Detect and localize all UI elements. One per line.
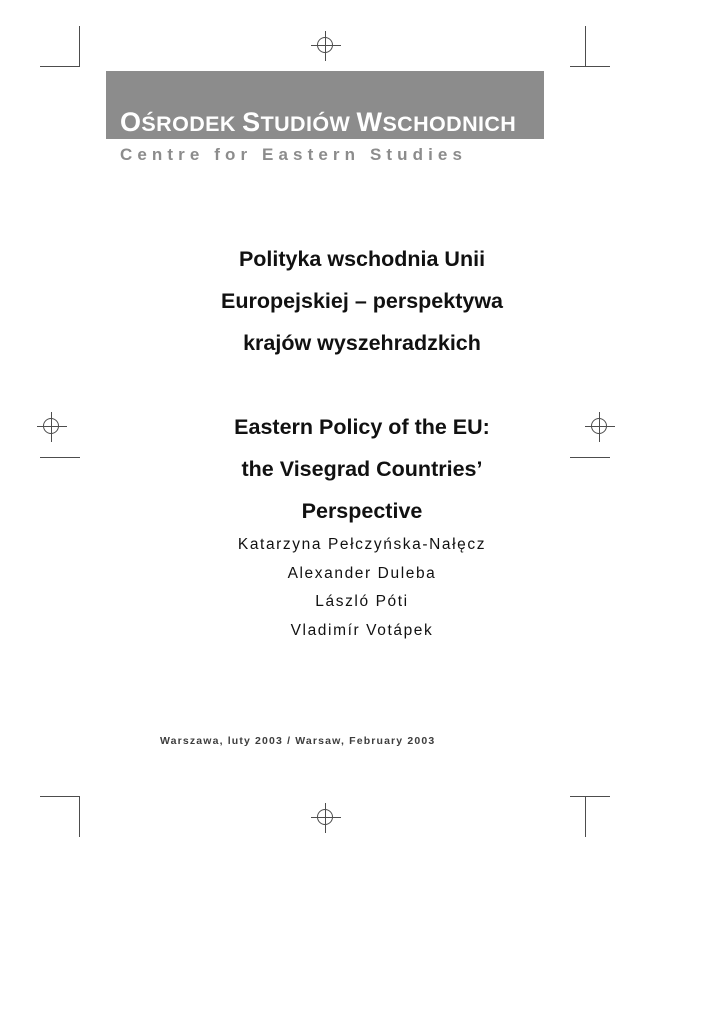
crop-mark-bottom-right-vertical — [585, 797, 586, 837]
publisher-logo-band — [106, 71, 544, 139]
title-polish-line-3: krajów wyszehradzkich — [243, 331, 481, 355]
title-block — [112, 238, 612, 532]
author-name: Vladimír Votápek — [290, 621, 434, 639]
title-polish-line-2: Europejskiej – perspektywa — [220, 289, 504, 313]
publisher-name-english: Centre for Eastern Studies — [120, 145, 468, 164]
title-polish — [112, 238, 612, 364]
title-english-line-3: Perspective — [301, 499, 423, 523]
author-name: László Póti — [315, 593, 409, 610]
title-polish-line-1: Polityka wschodnia Unii — [238, 247, 486, 271]
title-english — [112, 406, 612, 532]
registration-target-icon-top — [311, 31, 341, 61]
author-name: Alexander Duleba — [287, 564, 437, 582]
crop-mark-bottom-left-vertical — [79, 797, 80, 837]
crop-mark-left-middle — [40, 457, 80, 458]
registration-target-icon-left — [37, 412, 67, 442]
imprint-line: Warszawa, luty 2003 / Warsaw, February 2003 — [160, 735, 436, 747]
title-english-line-1: Eastern Policy of the EU: — [234, 415, 490, 439]
author-name: Katarzyna Pełczyńska-Nałęcz — [237, 536, 487, 553]
crop-mark-top-right-horizontal — [570, 66, 610, 67]
crop-mark-top-right-vertical — [585, 26, 586, 66]
registration-target-icon-bottom — [311, 803, 341, 833]
author-list — [112, 531, 612, 645]
publisher-name-polish: OŚRODEK STUDIÓW WSCHODNICH — [120, 107, 517, 137]
crop-mark-bottom-right-horizontal — [570, 796, 610, 797]
crop-mark-top-left-horizontal — [40, 66, 80, 67]
crop-mark-bottom-left-horizontal — [40, 796, 80, 797]
crop-mark-top-left-vertical — [79, 26, 80, 66]
title-english-line-2: the Visegrad Countries’ — [241, 457, 483, 481]
